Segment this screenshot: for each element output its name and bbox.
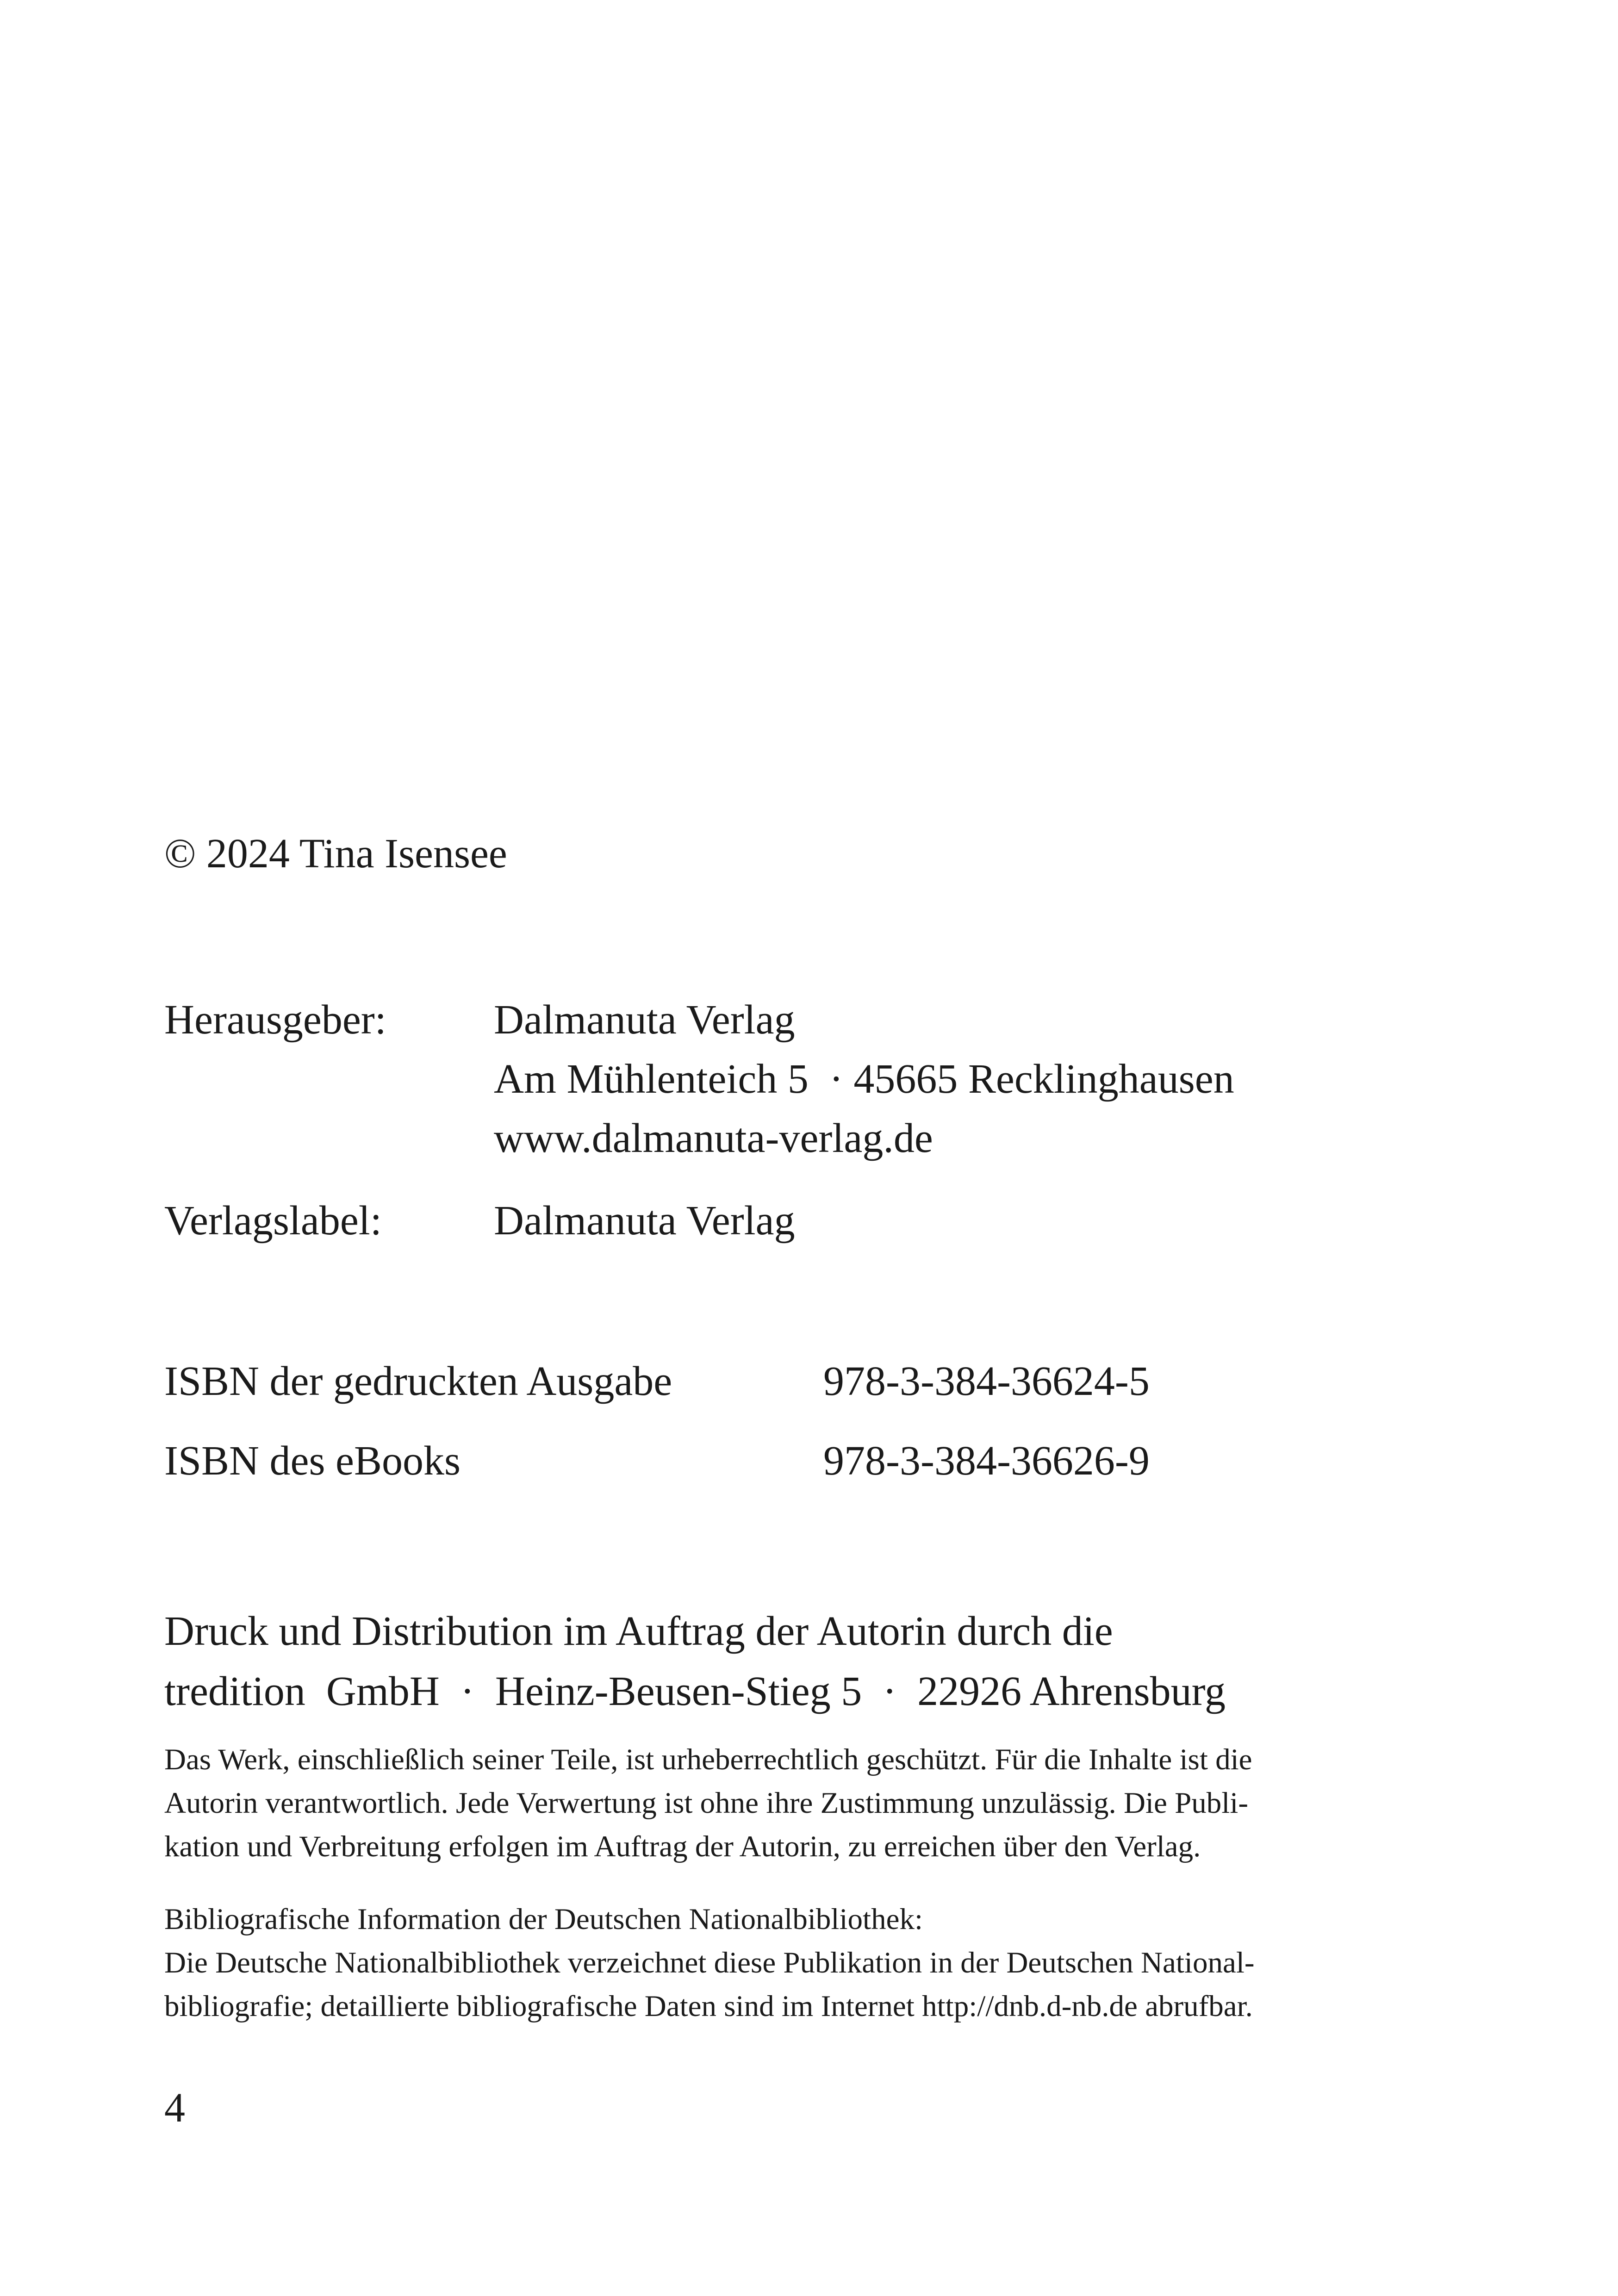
isbn-print-label: ISBN der gedruckten Ausgabe — [164, 1358, 672, 1404]
legal-line: kation und Verbreitung erfolgen im Auftrag der Autorin, zu erreichen über den Verlag. — [164, 1830, 1201, 1863]
legal-line: Das Werk, einschließlich seiner Teile, ist urheberrechtlich geschützt. Für die Inhalte ist die — [164, 1743, 1252, 1776]
bibliographic-line: Die Deutsche Nationalbibliothek verzeichnet diese Publikation in der Deutschen National- — [164, 1946, 1255, 1979]
isbn-ebook-value: 978-3-384-36626-9 — [823, 1438, 1150, 1484]
publisher-info — [164, 990, 1234, 1251]
publisher-website: www.dalmanuta-verlag.de — [494, 1115, 933, 1161]
isbn-ebook-label: ISBN des eBooks — [164, 1438, 461, 1484]
bibliographic-info — [164, 1898, 1432, 2028]
imprint-value: Dalmanuta Verlag — [494, 1198, 795, 1244]
publisher-row — [164, 990, 1234, 1168]
legal-line: Autorin verantwortlich. Jede Verwertung ist ohne ihre Zustimmung unzulässig. Die Publi- — [164, 1786, 1248, 1820]
print-distribution — [164, 1601, 1226, 1722]
publisher-name: Dalmanuta Verlag — [494, 997, 795, 1043]
isbn-print-value: 978-3-384-36624-5 — [823, 1358, 1150, 1404]
isbn-print-row — [164, 1356, 1150, 1407]
isbn-ebook-row — [164, 1436, 1150, 1487]
isbn-list — [164, 1356, 1150, 1515]
bibliographic-line: bibliografie; detaillierte bibliografische Daten sind im Internet http://dnb.d-nb.de abrufbar. — [164, 1990, 1253, 2023]
copyright-notice: © 2024 Tina Isensee — [164, 831, 507, 877]
imprint-label: Verlagslabel: — [164, 1198, 382, 1244]
print-distribution-line-2: tredition GmbH · Heinz-Beusen-Stieg 5 · 22926 Ahrensburg — [164, 1668, 1226, 1714]
legal-notice — [164, 1738, 1432, 1868]
page-number: 4 — [164, 2085, 185, 2131]
print-distribution-line-1: Druck und Distribution im Auftrag der Autorin durch die — [164, 1608, 1113, 1654]
bibliographic-line: Bibliografische Information der Deutschen Nationalbibliothek: — [164, 1903, 923, 1936]
imprint-row — [164, 1191, 1234, 1251]
publisher-address: Am Mühlenteich 5 · 45665 Recklinghausen — [494, 1056, 1234, 1102]
publisher-details — [494, 990, 1234, 1168]
publisher-label: Herausgeber: — [164, 997, 386, 1043]
